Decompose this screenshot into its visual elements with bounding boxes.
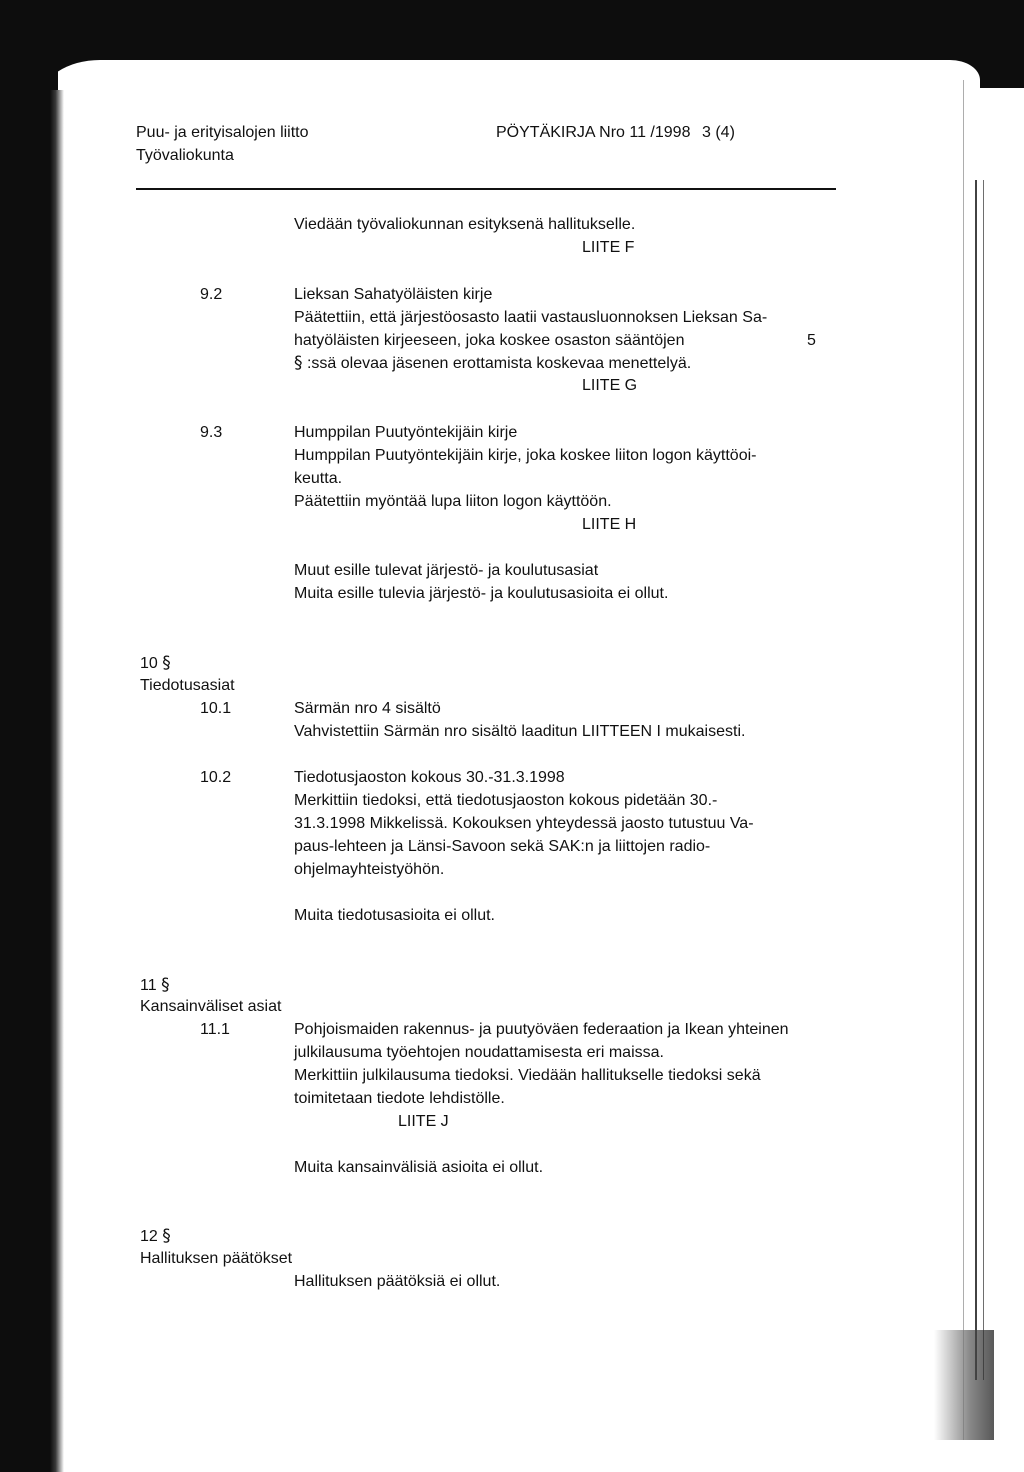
item-text: Muita tiedotusasioita ei ollut. [294, 907, 495, 924]
section-heading: Kansainväliset asiat [140, 998, 282, 1015]
section-sign: § [294, 353, 303, 373]
item-number: 9.2 [200, 286, 223, 303]
item-text: Merkittiin tiedoksi, että tiedotusjaoston kokous pidetään 30.- [294, 792, 718, 809]
item-text [294, 353, 691, 374]
item-text: Muita esille tulevia järjestö- ja koulutusasioita ei ollut. [294, 585, 669, 602]
item-title: Humppilan Puutyöntekijäin kirje [294, 424, 518, 441]
page-edge-right-faint [963, 80, 968, 1440]
section-number-value: 10 [140, 655, 158, 672]
attachment-f: LIITE F [582, 239, 635, 256]
item-number: 10.1 [200, 700, 232, 717]
section-number-value: 11 [140, 977, 157, 994]
item-text: keutta. [294, 470, 343, 487]
item-text: Muita kansainvälisiä asioita ei ollut. [294, 1159, 544, 1176]
item-text: julkilausuma työehtojen noudattamisesta eri maissa. [294, 1044, 664, 1061]
header-page-number: 3 (4) [702, 124, 735, 141]
item-number: 10.2 [200, 769, 232, 786]
item-text: Pohjoismaiden rakennus- ja puutyöväen federaation ja Ikean yhteinen [294, 1021, 789, 1038]
item-text: Humppilan Puutyöntekijäin kirje, joka koskee liiton logon käyttöoi- [294, 447, 757, 464]
item-text: paus-lehteen ja Länsi-Savoon sekä SAK:n ja liittojen radio- [294, 838, 711, 855]
section-sign: § [161, 975, 170, 995]
section-number [140, 975, 170, 996]
header-rule [136, 188, 836, 190]
section-number-value: 12 [140, 1228, 158, 1245]
attachment-h: LIITE H [582, 516, 637, 533]
item-text: Päätettiin, että järjestöosasto laatii vastausluonnoksen Lieksan Sa- [294, 309, 768, 326]
item-text: Merkittiin julkilausuma tiedoksi. Viedään hallitukselle tiedoksi sekä [294, 1067, 761, 1084]
item-text: hatyöläisten kirjeeseen, joka koskee osaston sääntöjen [294, 332, 685, 349]
item-number: 11.1 [200, 1021, 230, 1038]
page-edge-right [975, 180, 984, 1380]
intro-text: Viedään työvaliokunnan esityksenä hallitukselle. [294, 216, 636, 233]
header-org: Puu- ja erityisalojen liitto [136, 124, 309, 141]
page-shadow-left [50, 90, 64, 1472]
item-text: Hallituksen päätöksiä ei ollut. [294, 1273, 501, 1290]
page-shadow-right [934, 1330, 994, 1440]
item-number: 9.3 [200, 424, 223, 441]
page-edge [40, 60, 980, 120]
item-text: Vahvistettiin Särmän nro sisältö laaditun LIITTEEN I mukaisesti. [294, 723, 746, 740]
rule-number: 5 [807, 332, 816, 349]
header-committee: Työvaliokunta [136, 147, 234, 164]
item-title: Lieksan Sahatyöläisten kirje [294, 286, 493, 303]
section-heading: Tiedotusasiat [140, 677, 235, 694]
item-title: Muut esille tulevat järjestö- ja koulutusasiat [294, 562, 599, 579]
item-text: ohjelmayhteistyöhön. [294, 861, 445, 878]
header-doc-title: PÖYTÄKIRJA Nro 11 /1998 [496, 124, 691, 141]
item-text: 31.3.1998 Mikkelissä. Kokouksen yhteydessä jaosto tutustuu Va- [294, 815, 754, 832]
section-heading: Hallituksen päätökset [140, 1250, 293, 1267]
attachment-j: LIITE J [398, 1113, 449, 1130]
section-number [140, 1226, 171, 1247]
attachment-g: LIITE G [582, 377, 638, 394]
section-sign: § [162, 1226, 171, 1246]
item-text-fragment: :ssä olevaa jäsenen erottamista koskevaa menettelyä. [306, 355, 692, 372]
item-title: Särmän nro 4 sisältö [294, 700, 441, 717]
item-text: Päätettiin myöntää lupa liiton logon käyttöön. [294, 493, 612, 510]
item-text: toimitetaan tiedote lehdistölle. [294, 1090, 505, 1107]
item-title: Tiedotusjaoston kokous 30.-31.3.1998 [294, 769, 565, 786]
section-number [140, 653, 171, 674]
section-sign: § [162, 653, 171, 673]
